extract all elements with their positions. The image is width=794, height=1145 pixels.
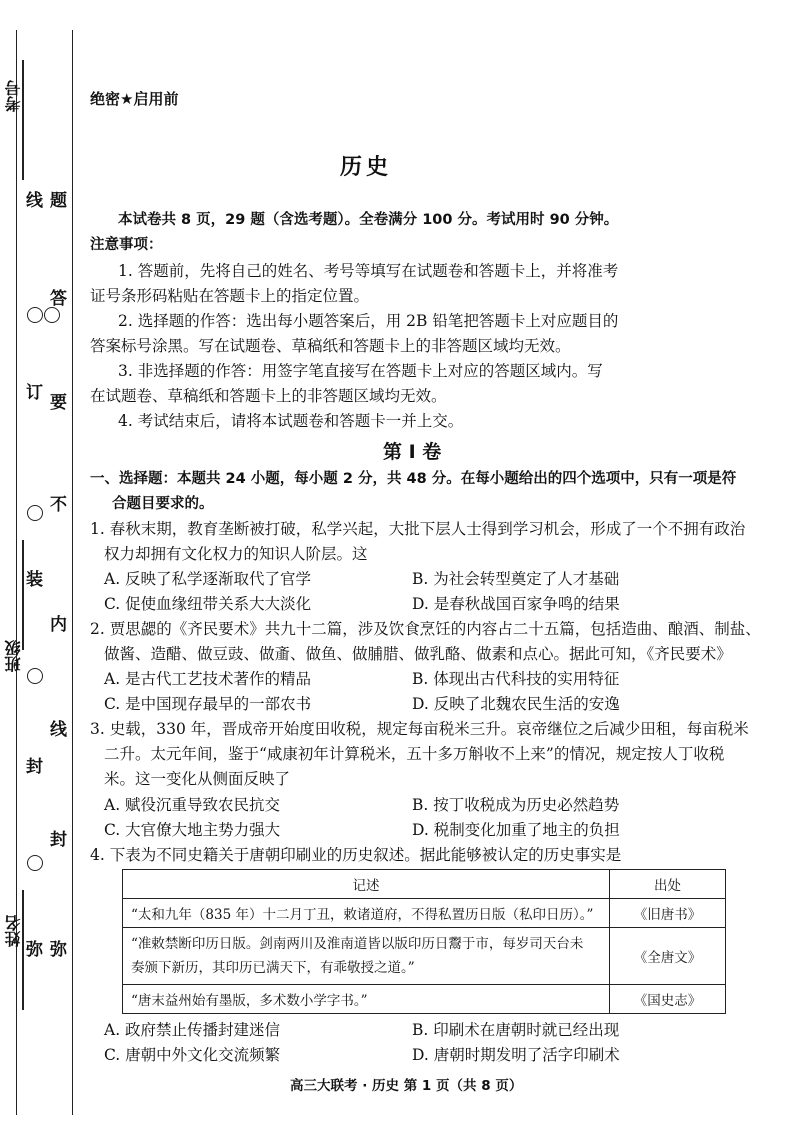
note-line: 证号条形码粘贴在答题卡上的指定位置。	[90, 287, 370, 305]
option-a[interactable]: A. 反映了私学逐渐取代了官学	[104, 570, 312, 588]
option-c[interactable]: C. 是中国现存最早的一部农书	[104, 695, 312, 713]
binding-circle	[27, 307, 43, 323]
question-stem: 权力却拥有文化权力的知识人阶层。这	[104, 545, 368, 563]
binding-char: 装	[26, 570, 43, 590]
class-label: 班级	[4, 640, 23, 672]
binding-char: 要	[50, 393, 67, 413]
question-stem: 2. 贾思勰的《齐民要术》共九十二篇，涉及饮食烹饪的内容占二十五篇，包括造曲、酿酒、制盐、	[90, 620, 761, 638]
volume-title: 第 Ⅰ 卷	[383, 441, 442, 463]
exam-intro: 本试卷共 8 页，29 题（含选考题）。全卷满分 100 分。考试用时 90 分钟。	[118, 212, 619, 228]
table-cell-text: 奏颁下新历，其印历已满天下，有乖敬授之道。”	[131, 960, 415, 976]
binding-char: 线	[26, 191, 43, 211]
page-title: 历史	[340, 155, 393, 180]
question-stem: 3. 史载，330 年，晋成帝开始度田收税，规定每亩税米三升。哀帝继位之后减少田租，每亩税米	[90, 720, 749, 738]
binding-char: 不	[50, 495, 67, 515]
option-a[interactable]: A. 赋役沉重导致农民抗交	[104, 796, 281, 814]
binding-char: 弥	[50, 940, 67, 960]
binding-char: 订	[26, 383, 43, 403]
name-line[interactable]	[22, 890, 24, 1010]
note-line: 2. 选择题的作答：选出每小题答案后，用 2B 铅笔把答题卡上对应题目的	[118, 312, 619, 330]
table-header-row	[123, 870, 726, 899]
note-line: 答案标号涂黑。写在试题卷、草稿纸和答题卡上的非答题区域均无效。	[90, 337, 571, 355]
binding-char: 题	[50, 191, 67, 211]
binding-char: 弥	[26, 940, 43, 960]
option-c[interactable]: C. 促使血缘纽带关系大大淡化	[104, 595, 312, 613]
option-a[interactable]: A. 是古代工艺技术著作的精品	[104, 670, 312, 688]
table-cell-text: “太和九年（835 年）十二月丁丑，敕诸道府，不得私置历日版（私印日历）。”	[131, 907, 594, 923]
notes-title: 注意事项：	[90, 237, 163, 253]
question-stem: 米。这一变化从侧面反映了	[104, 770, 291, 788]
option-d[interactable]: D. 是春秋战国百家争鸣的结果	[412, 595, 620, 613]
binding-char: 答	[50, 289, 67, 309]
margin-rule-inner	[72, 30, 73, 1115]
table-header: 记述	[123, 870, 610, 899]
binding-char: 线	[50, 720, 67, 740]
table-row	[123, 899, 726, 928]
table-header: 出处	[610, 870, 726, 899]
binding-circle	[27, 855, 43, 871]
class-line[interactable]	[22, 540, 24, 650]
option-b[interactable]: B. 按丁收税成为历史必然趋势	[412, 796, 620, 814]
table-row	[123, 985, 726, 1014]
table-cell-source: 《国史志》	[610, 985, 726, 1014]
option-c[interactable]: C. 大官僚大地主势力强大	[104, 821, 281, 839]
note-line: 3. 非选择题的作答：用签字笔直接写在答题卡上对应的答题区域内。写	[118, 362, 603, 380]
option-a[interactable]: A. 政府禁止传播封建迷信	[104, 1021, 281, 1039]
question-stem: 做酱、造醋、做豆豉、做齑、做鱼、做脯腊、做乳酪、做素和点心。据此可知，《齐民要术》	[104, 645, 732, 663]
source-table	[122, 869, 726, 1014]
binding-char: 内	[50, 615, 67, 635]
exam-id-label: 考号	[4, 80, 23, 112]
option-d[interactable]: D. 反映了北魏农民生活的安逸	[412, 695, 620, 713]
section-heading: 一、选择题：本题共 24 小题，每小题 2 分，共 48 分。在每小题给出的四个选项中，只有一项是符	[90, 471, 737, 487]
page-footer: 高三大联考 · 历史 第 1 页（共 8 页）	[290, 1078, 523, 1094]
name-label: 姓名	[4, 915, 23, 947]
question-stem: 二升。太元年间，鉴于“咸康初年计算税米，五十多万斛收不上来”的情况，规定按人丁收税	[104, 745, 725, 763]
table-cell-text: “唐末益州始有墨版，多术数小学字书。”	[131, 993, 368, 1009]
note-line: 1. 答题前，先将自己的姓名、考号等填写在试题卷和答题卡上，并将准考	[118, 262, 619, 280]
note-line: 在试题卷、草稿纸和答题卡上的非答题区域均无效。	[90, 387, 447, 405]
binding-circle	[44, 307, 60, 323]
binding-circle	[27, 505, 43, 521]
margin-rule-outer	[16, 30, 17, 1115]
option-d[interactable]: D. 唐朝时期发明了活字印刷术	[412, 1046, 620, 1064]
option-d[interactable]: D. 税制变化加重了地主的负担	[412, 821, 620, 839]
question-stem: 1. 春秋末期，教育垄断被打破，私学兴起，大批下层人士得到学习机会，形成了一个不拥有政治	[90, 520, 746, 538]
table-cell-text: “准敕禁断印历日版。剑南两川及淮南道皆以版印历日鬻于市，每岁司天台未	[131, 936, 584, 952]
note-line: 4. 考试结束后，请将本试题卷和答题卡一并上交。	[118, 412, 464, 430]
question-stem: 4. 下表为不同史籍关于唐朝印刷业的历史叙述。据此能够被认定的历史事实是	[90, 846, 622, 864]
table-cell-source: 《旧唐书》	[610, 899, 726, 928]
secret-label: 绝密★启用前	[90, 90, 179, 108]
option-b[interactable]: B. 印刷术在唐朝时就已经出现	[412, 1021, 620, 1039]
binding-circle	[27, 668, 43, 684]
table-cell-source: 《全唐文》	[610, 928, 726, 985]
binding-char: 封	[50, 830, 67, 850]
exam-id-line[interactable]	[22, 60, 24, 180]
option-b[interactable]: B. 体现出古代科技的实用特征	[412, 670, 620, 688]
option-b[interactable]: B. 为社会转型奠定了人才基础	[412, 570, 620, 588]
section-heading-cont: 合题目要求的。	[112, 496, 214, 512]
option-c[interactable]: C. 唐朝中外文化交流频繁	[104, 1046, 281, 1064]
binding-char: 封	[26, 757, 43, 777]
table-row	[123, 928, 726, 985]
